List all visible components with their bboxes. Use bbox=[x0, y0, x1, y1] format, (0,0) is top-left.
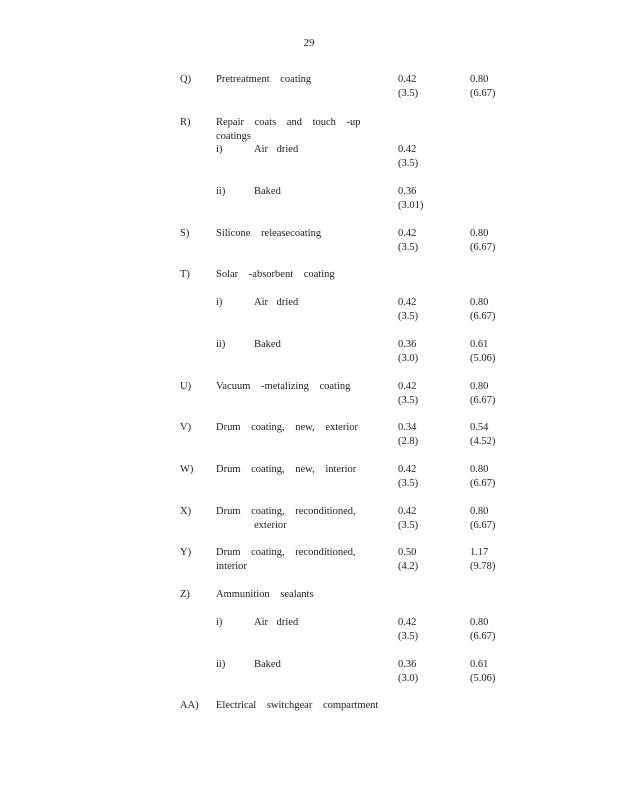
item-letter: S) bbox=[180, 228, 190, 239]
item-description: Drum coating, reconditioned, exterior bbox=[216, 505, 386, 533]
item-letter: X) bbox=[180, 506, 192, 517]
limit-value-2 bbox=[470, 463, 495, 491]
limit-value-2 bbox=[470, 227, 495, 255]
value-primary: 0.50 bbox=[398, 547, 417, 558]
limit-value-1 bbox=[398, 227, 418, 255]
value-primary: 0.42 bbox=[398, 144, 417, 155]
value-metric: (2.8) bbox=[398, 436, 419, 447]
value-primary: 0.42 bbox=[398, 297, 417, 308]
limit-value-1 bbox=[398, 380, 418, 408]
value-metric: (3.5) bbox=[398, 311, 419, 322]
value-primary: 0.61 bbox=[470, 339, 489, 350]
limit-value-1 bbox=[398, 463, 418, 491]
value-primary: 0.34 bbox=[398, 422, 417, 433]
item-description: Silicone releasecoating bbox=[216, 228, 322, 239]
value-primary: 0.42 bbox=[398, 381, 417, 392]
item-description: Ammunition sealants bbox=[216, 589, 314, 600]
subitem-description: Air dried bbox=[254, 144, 299, 155]
limit-value-2 bbox=[470, 338, 495, 366]
value-metric: (3.5) bbox=[398, 158, 419, 169]
subitem-description: Air dried bbox=[254, 617, 299, 628]
limit-value-1 bbox=[398, 505, 418, 533]
item-description: Pretreatment coating bbox=[216, 74, 312, 85]
item-description-line2: interior bbox=[216, 561, 247, 572]
subitem-numeral: ii) bbox=[216, 339, 226, 350]
item-description: Vacuum -metalizing coating bbox=[216, 381, 351, 392]
value-metric: (3.5) bbox=[398, 242, 419, 253]
item-description: Drum coating, reconditioned, interior bbox=[216, 546, 386, 574]
item-letter: T) bbox=[180, 269, 190, 280]
value-primary: 0.61 bbox=[470, 659, 489, 670]
limit-value-2 bbox=[470, 505, 495, 533]
value-primary: 0.42 bbox=[398, 506, 417, 517]
value-primary: 0.36 bbox=[398, 659, 417, 670]
value-primary: 0.80 bbox=[470, 228, 489, 239]
value-metric: (3.5) bbox=[398, 631, 419, 642]
item-letter: Z) bbox=[180, 589, 190, 600]
value-primary: 0.80 bbox=[470, 464, 489, 475]
value-primary: 1.17 bbox=[470, 547, 489, 558]
limit-value-1 bbox=[398, 616, 418, 644]
value-metric: (6.67) bbox=[470, 520, 496, 531]
subitem-numeral: i) bbox=[216, 617, 223, 628]
item-description-line2: exterior bbox=[254, 520, 287, 531]
limit-value-2 bbox=[470, 421, 495, 449]
value-primary: 0.80 bbox=[470, 617, 489, 628]
item-letter: W) bbox=[180, 464, 194, 475]
value-primary: 0.36 bbox=[398, 339, 417, 350]
subitem-numeral: i) bbox=[216, 297, 223, 308]
value-primary: 0.42 bbox=[398, 617, 417, 628]
value-metric: (3.0) bbox=[398, 353, 419, 364]
limit-value-1 bbox=[398, 185, 423, 213]
item-letter: V) bbox=[180, 422, 192, 433]
subitem-numeral: ii) bbox=[216, 186, 226, 197]
limit-value-1 bbox=[398, 421, 418, 449]
limit-value-2 bbox=[470, 73, 495, 101]
page-number: 29 bbox=[303, 37, 315, 49]
value-metric: (4.52) bbox=[470, 436, 496, 447]
subitem-numeral: i) bbox=[216, 144, 223, 155]
value-metric: (6.67) bbox=[470, 88, 496, 99]
subitem-description: Baked bbox=[254, 339, 281, 350]
limit-value-1 bbox=[398, 546, 418, 574]
limit-value-2 bbox=[470, 296, 495, 324]
value-metric: (6.67) bbox=[470, 395, 496, 406]
value-metric: (5.06) bbox=[470, 353, 496, 364]
item-description: Repair coats and touch -up coatings bbox=[216, 117, 361, 142]
subitem-description: Air dried bbox=[254, 297, 299, 308]
value-primary: 0.42 bbox=[398, 464, 417, 475]
value-metric: (6.67) bbox=[470, 478, 496, 489]
item-description: Solar -absorbent coating bbox=[216, 269, 335, 280]
value-metric: (3.5) bbox=[398, 395, 419, 406]
limit-value-1 bbox=[398, 143, 418, 171]
value-metric: (4.2) bbox=[398, 561, 419, 572]
value-metric: (9.78) bbox=[470, 561, 496, 572]
value-primary: 0.80 bbox=[470, 74, 489, 85]
subitem-numeral: ii) bbox=[216, 659, 226, 670]
value-metric: (6.67) bbox=[470, 242, 496, 253]
subitem-description: Baked bbox=[254, 659, 281, 670]
limit-value-2 bbox=[470, 616, 495, 644]
value-primary: 0.80 bbox=[470, 506, 489, 517]
limit-value-1 bbox=[398, 73, 418, 101]
value-primary: 0.36 bbox=[398, 186, 417, 197]
subitem-description: Baked bbox=[254, 186, 281, 197]
value-primary: 0.42 bbox=[398, 74, 417, 85]
value-primary: 0.80 bbox=[470, 297, 489, 308]
item-letter: Y) bbox=[180, 547, 192, 558]
value-metric: (3.5) bbox=[398, 520, 419, 531]
value-metric: (6.67) bbox=[470, 311, 496, 322]
value-primary: 0.80 bbox=[470, 381, 489, 392]
value-metric: (3.5) bbox=[398, 478, 419, 489]
item-letter: R) bbox=[180, 117, 191, 128]
item-letter: AA) bbox=[180, 700, 199, 711]
value-metric: (6.67) bbox=[470, 631, 496, 642]
limit-value-2 bbox=[470, 658, 495, 686]
limit-value-1 bbox=[398, 658, 418, 686]
value-metric: (3.0) bbox=[398, 673, 419, 684]
limit-value-2 bbox=[470, 380, 495, 408]
limit-value-2 bbox=[470, 546, 495, 574]
item-description: Drum coating, new, interior bbox=[216, 464, 357, 475]
item-letter: U) bbox=[180, 381, 192, 392]
item-description: Electrical switchgear compartment bbox=[216, 700, 379, 711]
item-letter: Q) bbox=[180, 74, 192, 85]
item-description: Drum coating, new, exterior bbox=[216, 422, 358, 433]
limit-value-1 bbox=[398, 296, 418, 324]
value-metric: (3.01) bbox=[398, 200, 424, 211]
value-primary: 0.42 bbox=[398, 228, 417, 239]
limit-value-1 bbox=[398, 338, 418, 366]
value-metric: (5.06) bbox=[470, 673, 496, 684]
value-primary: 0.54 bbox=[470, 422, 489, 433]
value-metric: (3.5) bbox=[398, 88, 419, 99]
